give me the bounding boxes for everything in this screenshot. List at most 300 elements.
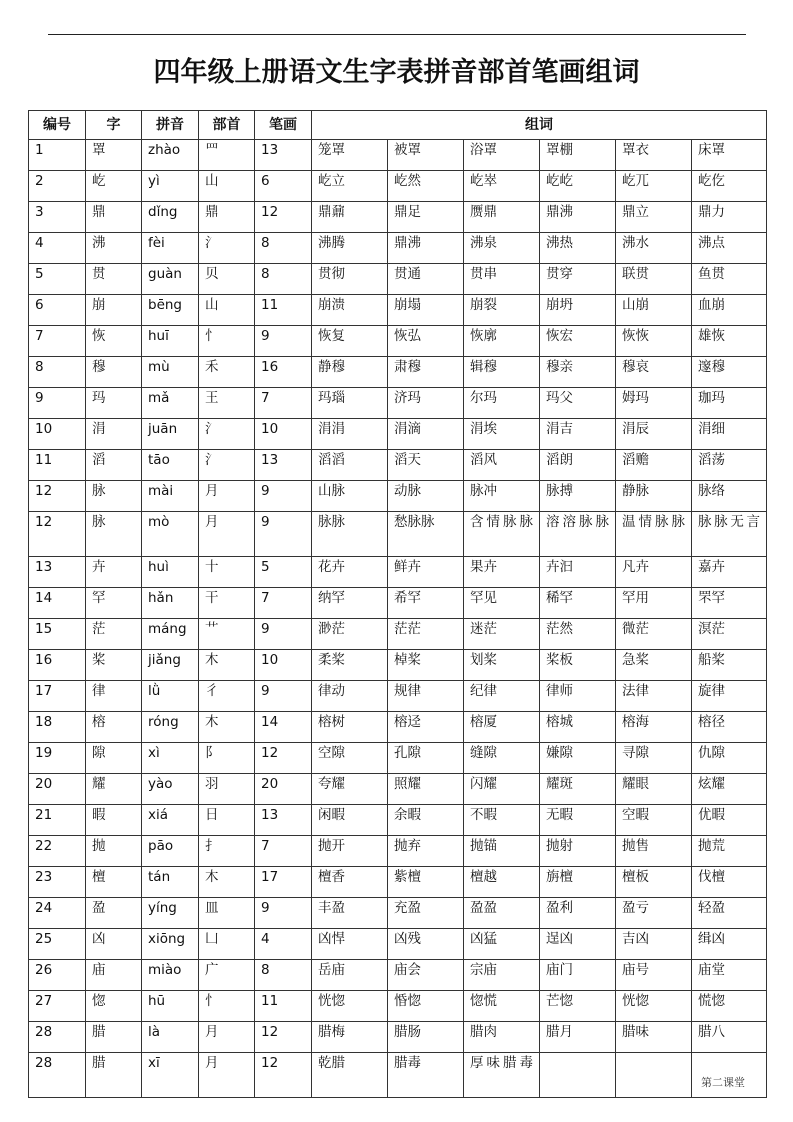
cell-word: 腊肠: [388, 1022, 464, 1053]
cell-word: 鼎立: [616, 202, 692, 233]
cell-word: 慌惚: [692, 991, 767, 1022]
cell-radical: 鼎: [199, 202, 255, 233]
cell-radical: 禾: [199, 357, 255, 388]
table-row: [29, 712, 767, 743]
header-row: [29, 111, 767, 140]
cell-word: 岳庙: [312, 960, 388, 991]
cell-word: 抛锚: [464, 836, 540, 867]
cell-word: 腊味: [616, 1022, 692, 1053]
cell-word: 涓辰: [616, 419, 692, 450]
cell-word: 脉脉: [312, 512, 388, 557]
table-row: [29, 774, 767, 805]
cell-num: 21: [29, 805, 86, 836]
cell-word: 恍惚: [312, 991, 388, 1022]
cell-char: 屹: [86, 171, 142, 202]
cell-word: 滔滔: [312, 450, 388, 481]
cell-word: [540, 1053, 616, 1098]
cell-word: 笼罩: [312, 140, 388, 171]
cell-num: 16: [29, 650, 86, 681]
cell-word: 无暇: [540, 805, 616, 836]
cell-word: 沸热: [540, 233, 616, 264]
cell-word: 船桨: [692, 650, 767, 681]
cell-word: 惚慌: [464, 991, 540, 1022]
cell-word: 榕迳: [388, 712, 464, 743]
cell-radical: 山: [199, 295, 255, 326]
header-char: 字: [86, 111, 142, 140]
cell-strokes: 8: [255, 264, 312, 295]
cell-pinyin: xiá: [142, 805, 199, 836]
cell-radical: 木: [199, 650, 255, 681]
cell-pinyin: mù: [142, 357, 199, 388]
cell-word: 愁脉脉: [388, 512, 464, 557]
cell-num: 20: [29, 774, 86, 805]
cell-num: 5: [29, 264, 86, 295]
cell-word: 希罕: [388, 588, 464, 619]
cell-num: 24: [29, 898, 86, 929]
cell-strokes: 7: [255, 388, 312, 419]
cell-strokes: 13: [255, 805, 312, 836]
cell-word: 血崩: [692, 295, 767, 326]
cell-word: 崩溃: [312, 295, 388, 326]
cell-strokes: 4: [255, 929, 312, 960]
cell-word: 崩坍: [540, 295, 616, 326]
cell-word: 棹桨: [388, 650, 464, 681]
cell-word: 耀眼: [616, 774, 692, 805]
cell-word: 炫耀: [692, 774, 767, 805]
cell-char: 榕: [86, 712, 142, 743]
cell-char: 凶: [86, 929, 142, 960]
cell-word: 庙门: [540, 960, 616, 991]
cell-pinyin: juān: [142, 419, 199, 450]
cell-word: 孔隙: [388, 743, 464, 774]
cell-word: 凡卉: [616, 557, 692, 588]
cell-word: 联贯: [616, 264, 692, 295]
cell-word: 屹崒: [464, 171, 540, 202]
cell-strokes: 13: [255, 450, 312, 481]
cell-word: 檀香: [312, 867, 388, 898]
cell-strokes: 6: [255, 171, 312, 202]
table-row: [29, 588, 767, 619]
cell-word: 滔天: [388, 450, 464, 481]
cell-word: 辑穆: [464, 357, 540, 388]
cell-word: 珈玛: [692, 388, 767, 419]
cell-pinyin: fèi: [142, 233, 199, 264]
cell-word: 缉凶: [692, 929, 767, 960]
cell-char: 恢: [86, 326, 142, 357]
cell-strokes: 8: [255, 960, 312, 991]
cell-char: 贯: [86, 264, 142, 295]
cell-word: 滔荡: [692, 450, 767, 481]
cell-pinyin: mò: [142, 512, 199, 557]
cell-word: 吉凶: [616, 929, 692, 960]
cell-strokes: 17: [255, 867, 312, 898]
cell-word: 涓滴: [388, 419, 464, 450]
cell-num: 28: [29, 1022, 86, 1053]
cell-num: 3: [29, 202, 86, 233]
character-table: [28, 110, 767, 1098]
table-row: [29, 512, 767, 557]
cell-radical: 日: [199, 805, 255, 836]
table-row: [29, 1053, 767, 1098]
cell-word: 优暇: [692, 805, 767, 836]
cell-char: 鼎: [86, 202, 142, 233]
cell-word: 榕海: [616, 712, 692, 743]
table-row: [29, 357, 767, 388]
cell-char: 檀: [86, 867, 142, 898]
cell-char: 腊: [86, 1053, 142, 1098]
cell-pinyin: dǐng: [142, 202, 199, 233]
table-row: [29, 295, 767, 326]
cell-char: 庙: [86, 960, 142, 991]
cell-word: 贯穿: [540, 264, 616, 295]
cell-word: 庙堂: [692, 960, 767, 991]
cell-word: 脉搏: [540, 481, 616, 512]
cell-word: 滔赡: [616, 450, 692, 481]
cell-char: 盈: [86, 898, 142, 929]
cell-strokes: 12: [255, 202, 312, 233]
cell-word: 微茫: [616, 619, 692, 650]
cell-word: 不暇: [464, 805, 540, 836]
cell-word: 旃檀: [540, 867, 616, 898]
table-row: [29, 619, 767, 650]
cell-radical: 凵: [199, 929, 255, 960]
cell-word: 纪律: [464, 681, 540, 712]
cell-char: 腊: [86, 1022, 142, 1053]
cell-radical: 月: [199, 481, 255, 512]
cell-word: 玛瑙: [312, 388, 388, 419]
cell-strokes: 16: [255, 357, 312, 388]
cell-radical: 贝: [199, 264, 255, 295]
cell-word: 花卉: [312, 557, 388, 588]
cell-strokes: 5: [255, 557, 312, 588]
cell-word: 抛荒: [692, 836, 767, 867]
cell-word: 果卉: [464, 557, 540, 588]
cell-pinyin: jiǎng: [142, 650, 199, 681]
cell-word: 规律: [388, 681, 464, 712]
cell-strokes: 7: [255, 588, 312, 619]
cell-word: 静穆: [312, 357, 388, 388]
cell-word: 崩裂: [464, 295, 540, 326]
table-row: [29, 743, 767, 774]
cell-radical: 阝: [199, 743, 255, 774]
cell-pinyin: xī: [142, 1053, 199, 1098]
cell-strokes: 9: [255, 481, 312, 512]
cell-word: 鼎沸: [388, 233, 464, 264]
cell-num: 19: [29, 743, 86, 774]
cell-strokes: 12: [255, 743, 312, 774]
cell-pinyin: là: [142, 1022, 199, 1053]
cell-char: 玛: [86, 388, 142, 419]
cell-word: 恍惚: [616, 991, 692, 1022]
cell-pinyin: zhào: [142, 140, 199, 171]
cell-word: 脉脉无言: [692, 512, 767, 557]
cell-num: 2: [29, 171, 86, 202]
cell-word: 沸水: [616, 233, 692, 264]
cell-word: 腊月: [540, 1022, 616, 1053]
cell-char: 耀: [86, 774, 142, 805]
cell-word: 嘉卉: [692, 557, 767, 588]
cell-pinyin: hǎn: [142, 588, 199, 619]
cell-word: 鼎沸: [540, 202, 616, 233]
cell-word: 丰盈: [312, 898, 388, 929]
table-row: [29, 681, 767, 712]
table-row: [29, 202, 767, 233]
cell-num: 10: [29, 419, 86, 450]
cell-strokes: 12: [255, 1053, 312, 1098]
cell-word: 仇隙: [692, 743, 767, 774]
cell-word: 划桨: [464, 650, 540, 681]
header-words: 组词: [312, 111, 767, 140]
cell-radical: 干: [199, 588, 255, 619]
cell-word: 穆亲: [540, 357, 616, 388]
cell-word: 耀斑: [540, 774, 616, 805]
cell-pinyin: bēng: [142, 295, 199, 326]
cell-num: 28: [29, 1053, 86, 1098]
cell-word: 夸耀: [312, 774, 388, 805]
cell-pinyin: yào: [142, 774, 199, 805]
table-row: [29, 929, 767, 960]
cell-word: 罕见: [464, 588, 540, 619]
cell-word: 贯彻: [312, 264, 388, 295]
cell-word: 律动: [312, 681, 388, 712]
cell-word: 嫌隙: [540, 743, 616, 774]
cell-char: 茫: [86, 619, 142, 650]
cell-char: 抛: [86, 836, 142, 867]
cell-word: 罘罕: [692, 588, 767, 619]
table-row: [29, 326, 767, 357]
cell-num: 14: [29, 588, 86, 619]
cell-radical: 忄: [199, 326, 255, 357]
cell-word: 旋律: [692, 681, 767, 712]
cell-num: 6: [29, 295, 86, 326]
cell-pinyin: hū: [142, 991, 199, 1022]
cell-word: 缝隙: [464, 743, 540, 774]
cell-word: 紫檀: [388, 867, 464, 898]
cell-word: 轻盈: [692, 898, 767, 929]
cell-word: 盈利: [540, 898, 616, 929]
cell-word: 抛弃: [388, 836, 464, 867]
cell-strokes: 9: [255, 326, 312, 357]
cell-word: 腊肉: [464, 1022, 540, 1053]
cell-pinyin: xiōng: [142, 929, 199, 960]
cell-pinyin: mǎ: [142, 388, 199, 419]
cell-word: 沸泉: [464, 233, 540, 264]
cell-radical: 山: [199, 171, 255, 202]
cell-word: 滔朗: [540, 450, 616, 481]
table-row: [29, 233, 767, 264]
cell-strokes: 7: [255, 836, 312, 867]
cell-word: 浴罩: [464, 140, 540, 171]
cell-radical: 木: [199, 712, 255, 743]
cell-num: 8: [29, 357, 86, 388]
cell-word: 涓埃: [464, 419, 540, 450]
cell-word: 檀越: [464, 867, 540, 898]
cell-radical: 扌: [199, 836, 255, 867]
cell-word: 宗庙: [464, 960, 540, 991]
cell-strokes: 9: [255, 681, 312, 712]
cell-word: 庙号: [616, 960, 692, 991]
cell-pinyin: miào: [142, 960, 199, 991]
cell-pinyin: tāo: [142, 450, 199, 481]
cell-radical: 羽: [199, 774, 255, 805]
table-row: [29, 836, 767, 867]
cell-num: 12: [29, 512, 86, 557]
cell-word: 芒惚: [540, 991, 616, 1022]
table-row: [29, 650, 767, 681]
cell-pinyin: guàn: [142, 264, 199, 295]
cell-word: 鱼贯: [692, 264, 767, 295]
cell-char: 罩: [86, 140, 142, 171]
cell-word: 法律: [616, 681, 692, 712]
cell-word: 鲜卉: [388, 557, 464, 588]
cell-word: 涓涓: [312, 419, 388, 450]
cell-num: 27: [29, 991, 86, 1022]
cell-word: 卉汩: [540, 557, 616, 588]
cell-word: 屹然: [388, 171, 464, 202]
cell-word: 腊梅: [312, 1022, 388, 1053]
cell-strokes: 9: [255, 619, 312, 650]
cell-word: 沸腾: [312, 233, 388, 264]
cell-word: 罩衣: [616, 140, 692, 171]
cell-num: 26: [29, 960, 86, 991]
cell-num: 15: [29, 619, 86, 650]
header-strokes: 笔画: [255, 111, 312, 140]
table-row: [29, 960, 767, 991]
cell-char: 崩: [86, 295, 142, 326]
cell-pinyin: máng: [142, 619, 199, 650]
cell-char: 律: [86, 681, 142, 712]
cell-word: 庙会: [388, 960, 464, 991]
cell-radical: 彳: [199, 681, 255, 712]
cell-word: 纳罕: [312, 588, 388, 619]
cell-word: 凶残: [388, 929, 464, 960]
cell-word: 济玛: [388, 388, 464, 419]
cell-word: 律师: [540, 681, 616, 712]
cell-word: 照耀: [388, 774, 464, 805]
table-body: [29, 140, 767, 1098]
cell-radical: 广: [199, 960, 255, 991]
cell-word: 惛惚: [388, 991, 464, 1022]
table-row: [29, 171, 767, 202]
cell-radical: 氵: [199, 233, 255, 264]
cell-char: 隙: [86, 743, 142, 774]
cell-word: 空隙: [312, 743, 388, 774]
table-row: [29, 867, 767, 898]
cell-word: 动脉: [388, 481, 464, 512]
cell-radical: 艹: [199, 619, 255, 650]
cell-pinyin: yíng: [142, 898, 199, 929]
header-num: 编号: [29, 111, 86, 140]
cell-strokes: 20: [255, 774, 312, 805]
cell-char: 沸: [86, 233, 142, 264]
cell-radical: 氵: [199, 450, 255, 481]
cell-word: 柔桨: [312, 650, 388, 681]
cell-word: 凶悍: [312, 929, 388, 960]
cell-radical: 月: [199, 512, 255, 557]
cell-strokes: 8: [255, 233, 312, 264]
cell-strokes: 10: [255, 650, 312, 681]
cell-char: 穆: [86, 357, 142, 388]
cell-strokes: 11: [255, 991, 312, 1022]
cell-word: 榕厦: [464, 712, 540, 743]
cell-word: 尔玛: [464, 388, 540, 419]
cell-word: 屹屹: [540, 171, 616, 202]
cell-word: 抛开: [312, 836, 388, 867]
table-row: [29, 1022, 767, 1053]
cell-word: 恢恢: [616, 326, 692, 357]
cell-word: 溟茫: [692, 619, 767, 650]
cell-word: 渺茫: [312, 619, 388, 650]
cell-word: 温情脉脉: [616, 512, 692, 557]
cell-num: 7: [29, 326, 86, 357]
cell-word: 迷茫: [464, 619, 540, 650]
cell-word: 雄恢: [692, 326, 767, 357]
cell-word: 桨板: [540, 650, 616, 681]
cell-word: 沸点: [692, 233, 767, 264]
table-row: [29, 557, 767, 588]
cell-strokes: 14: [255, 712, 312, 743]
cell-pinyin: mài: [142, 481, 199, 512]
cell-word: 急桨: [616, 650, 692, 681]
cell-word: 崩塌: [388, 295, 464, 326]
cell-radical: 皿: [199, 898, 255, 929]
cell-pinyin: pāo: [142, 836, 199, 867]
cell-word: 檀板: [616, 867, 692, 898]
cell-word: 鼎足: [388, 202, 464, 233]
cell-word: 恢复: [312, 326, 388, 357]
cell-word: 鼎鼐: [312, 202, 388, 233]
cell-radical: 月: [199, 1022, 255, 1053]
cell-word: 凶猛: [464, 929, 540, 960]
cell-num: 1: [29, 140, 86, 171]
cell-char: 脉: [86, 512, 142, 557]
cell-word: 寻隙: [616, 743, 692, 774]
cell-word: 腊八: [692, 1022, 767, 1053]
cell-char: 暇: [86, 805, 142, 836]
cell-word: 抛射: [540, 836, 616, 867]
cell-word: 鼎力: [692, 202, 767, 233]
cell-num: 9: [29, 388, 86, 419]
cell-word: 盈盈: [464, 898, 540, 929]
cell-word: 茫然: [540, 619, 616, 650]
cell-num: 13: [29, 557, 86, 588]
cell-strokes: 12: [255, 1022, 312, 1053]
cell-word: 含情脉脉: [464, 512, 540, 557]
cell-word: 被罩: [388, 140, 464, 171]
cell-radical: 月: [199, 1053, 255, 1098]
cell-word: 屹立: [312, 171, 388, 202]
cell-word: 床罩: [692, 140, 767, 171]
cell-char: 桨: [86, 650, 142, 681]
cell-word: 山崩: [616, 295, 692, 326]
cell-word: 榕径: [692, 712, 767, 743]
cell-word: 罩棚: [540, 140, 616, 171]
cell-pinyin: huī: [142, 326, 199, 357]
cell-pinyin: xì: [142, 743, 199, 774]
cell-word: 贯通: [388, 264, 464, 295]
cell-word: 屹兀: [616, 171, 692, 202]
cell-word: 姆玛: [616, 388, 692, 419]
table-row: [29, 264, 767, 295]
cell-word: 厚味腊毒: [464, 1053, 540, 1098]
cell-word: 恢弘: [388, 326, 464, 357]
cell-pinyin: tán: [142, 867, 199, 898]
cell-word: 贯串: [464, 264, 540, 295]
cell-word: 茫茫: [388, 619, 464, 650]
cell-word: 赝鼎: [464, 202, 540, 233]
table-row: [29, 898, 767, 929]
cell-radical: 木: [199, 867, 255, 898]
